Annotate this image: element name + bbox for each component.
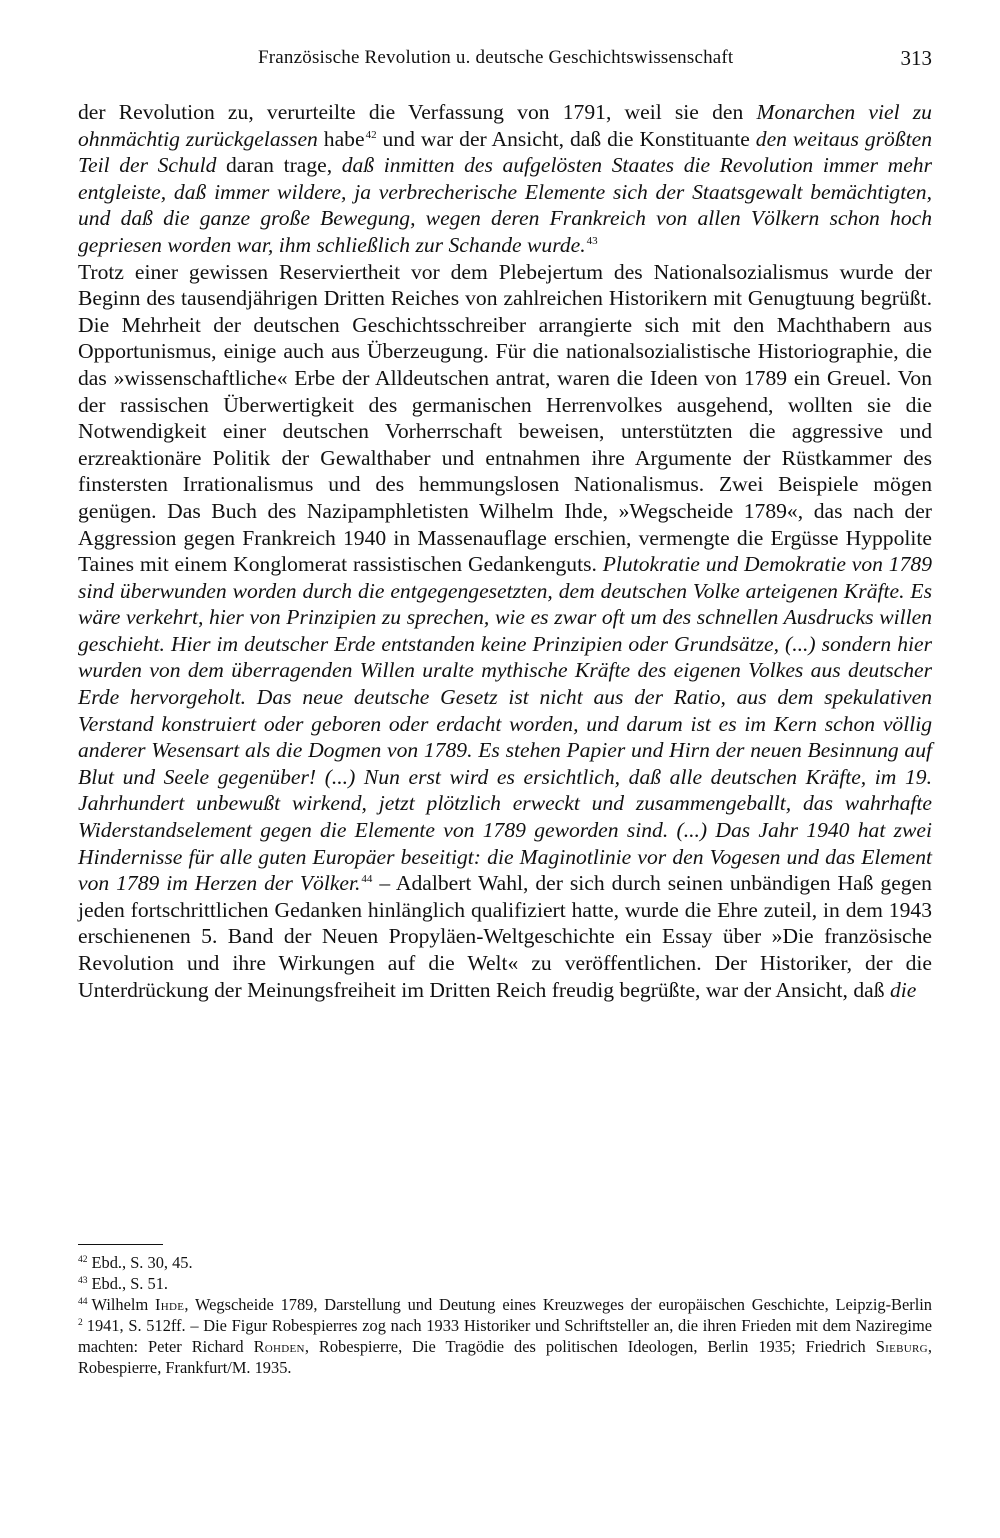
paragraph-2	[78, 259, 932, 1004]
footnote-text: , Wegscheide 1789, Darstellung und Deutung eines Kreuzweges der europäischen Geschichte, Leipzig-Berlin	[184, 1295, 932, 1314]
footnote-44	[78, 1294, 932, 1378]
footnote-ref-42[interactable]: 42	[365, 128, 377, 141]
page-number: 313	[900, 46, 932, 70]
text-run: – Adalbert Wahl, der sich durch seinen unbändigen Haß gegen jeden fortschrittlichen Gedanken hinlänglich qualifiziert hatte, wurde die Ehre zuteil, in dem 1943 erschienenen 5. Band der Neuen Propyläen-Weltgeschichte ein Essay über »Die französische Revolution und ihre Wirkungen auf die Welt« zu veröffentlichen. Der Historiker, der die Unterdrückung der Meinungsfreiheit im Dritten Reich freudig begrüßte, war der Ansicht, daß	[78, 871, 932, 1002]
text-run: und war der Ansicht, daß die Konstituante	[376, 126, 756, 151]
edition-mark: 2	[78, 1318, 83, 1328]
text-run: der Revolution zu, verurteilte die Verfassung von 1791, weil sie den	[78, 100, 757, 124]
footnote-mark: 42	[78, 1255, 88, 1265]
footnote-text: , Robespierre, Frankfurt/M. 1935.	[78, 1337, 932, 1377]
footnote-text: 1941, S. 512ff. – Die Figur Robespierres zog nach 1933 Historiker und Schriftsteller an, die ihren Frieden mit dem Naziregime machten: Peter Richard	[78, 1316, 932, 1356]
running-title: Französische Revolution u. deutsche Geschichtswissenschaft	[258, 47, 734, 68]
footnotes	[78, 1252, 932, 1378]
footnote-text: Ebd., S. 30, 45.	[91, 1253, 193, 1272]
text-run: daran trage,	[216, 153, 342, 178]
quote-italic: die	[889, 977, 917, 1002]
footnote-divider	[78, 1244, 163, 1245]
quote-italic: Plutokratie und Demokratie von 1789 sind überwunden worden durch die entgegengesetzten, dem deutschen Volke arteigenen Kräfte. Es wäre verkehrt, hier von Prinzipien zu sprechen, wie es zwar oft um des schnellen Ausdrucks willen geschieht. Hier im deutscher Erde entstanden keine Prinzipien oder Grundsätze, (...) sondern hier wurden von dem überragenden Willen uralte mythische Kräfte des eigenen Volkes aus deutscher Erde hervorgeholt. Das neue deutsche Gesetz ist nicht aus der Ratio, aus dem spekulativen Verstand konstruiert oder geboren oder erdacht worden, und darum ist es im Kern schon völlig anderer Wesensart als die Dogmen von 1789. Es stehen Papier und Hirn der neuen Besinnung auf Blut und Seele gegenüber! (...) Nun erst wird es ersichtlich, daß alle deutschen Kräfte, im 19. Jahrhundert unbewußt wirkend, jetzt plötzlich erweckt und zusammengeballt, das wahrhafte Widerstandselement gegen die Elemente von 1789 geworden sind. (...) Das Jahr 1940 hat zwei Hindernisse für alle guten Europäer beseitigt: die Maginotlinie vor den Vogesen und das Element von 1789 im Herzen der Völker.	[78, 552, 932, 896]
footnote-text: , Robespierre, Die Tragödie des politischen Ideologen, Berlin 1935; Friedrich	[304, 1337, 876, 1356]
footnote-mark: 43	[78, 1276, 88, 1286]
footnote-ref-44[interactable]: 44	[361, 873, 373, 886]
quote-italic: den weitaus größten Teil der Schuld	[78, 126, 932, 178]
text-run: Trotz einer gewissen Reserviertheit vor dem Plebejertum des Nationalsozialismus wurde der Beginn des tausendjährigen Dritten Reiches von zahlreichen Historikern mit Genugtuung begrüßt. Die Mehrheit der deutschen Geschichtsschreiber arrangierte sich mit den Machthabern aus Opportunismus, einige auch aus Überzeugung. Für die nationalsozialistische Historiographie, die das »wissenschaftliche« Erbe der Alldeutschen antrat, waren die Ideen von 1789 ein Greuel. Von der rassischen Überwertigkeit des germanischen Herrenvolkes ausgehend, wollten sie die Notwendigkeit einer deutschen Vorherrschaft beweisen, unterstützten die aggressive und erzreaktionäre Politik der Gewalthaber und entnahmen ihre Argumente der Rüstkammer des finstersten Irrationalismus und des hemmungslosen Nationalismus. Zwei Beispiele mögen genügen. Das Buch des Nazipamphletisten Wilhelm Ihde, »Wegscheide 1789«, das nach der Aggression gegen Frankreich 1940 in Massenauflage erschien, vermengte die Ergüsse Hyppolite Taines mit einem Konglomerat rassistischen Gedankenguts.	[78, 259, 932, 577]
author-name: Rohden	[253, 1337, 305, 1356]
paragraph-1	[78, 99, 932, 259]
footnote-ref-43[interactable]: 43	[586, 234, 598, 247]
main-text	[78, 99, 932, 1003]
footnote-text: Wilhelm	[91, 1295, 156, 1314]
quote-italic: daß inmitten des aufgelösten Staates die Revolution immer mehr entgleiste, daß immer wildere, ja verbrecherische Elemente sich der Staatsgewalt bemächtigten, und daß die ganze große Bewegung, wegen deren Frankreich von allen Völkern schon hoch gepriesen worden war, ihm schließlich zur Schande wurde.	[78, 153, 933, 257]
quote-italic: Monarchen viel zu ohnmächtig zurückgelassen	[78, 100, 932, 151]
footnote-text: Ebd., S. 51.	[91, 1274, 168, 1293]
text-run: habe	[317, 126, 365, 151]
footnote-43	[78, 1273, 932, 1294]
footnote-42	[78, 1252, 932, 1273]
footnote-mark: 44	[78, 1297, 88, 1307]
author-name: Sieburg	[875, 1337, 928, 1356]
author-name: Ihde	[155, 1295, 185, 1314]
